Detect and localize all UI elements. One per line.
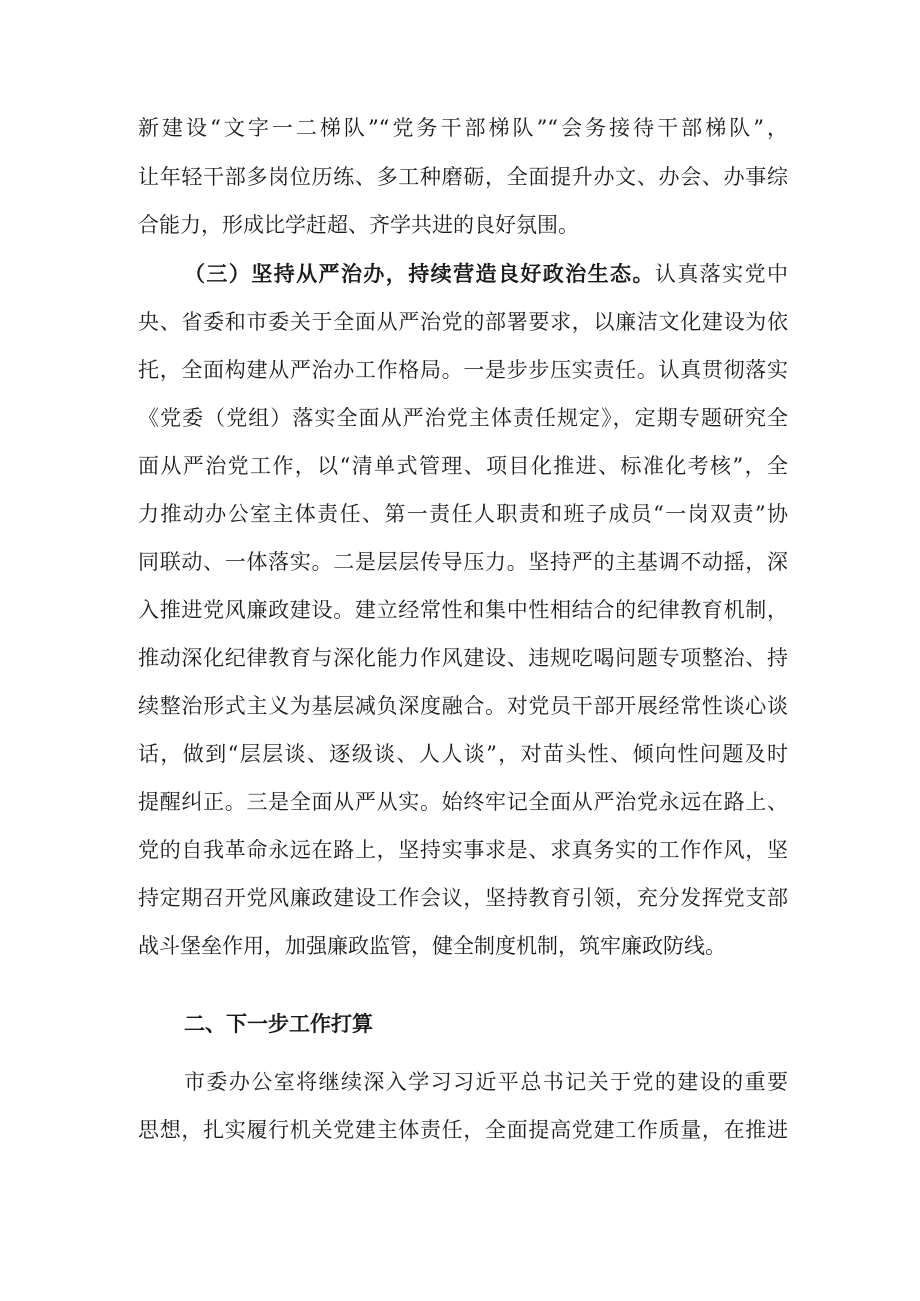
- paragraph-2-bold-lead: （三）坚持从严治办，持续营造良好政治生态。: [184, 261, 655, 286]
- paragraph-2-line-15: 战斗堡垒作用，加强廉政监管，健全制度机制，筑牢廉政防线。: [138, 934, 726, 958]
- paragraph-2-line-4: 《党委（党组）落实全面从严治党主体责任规定》，定期专题研究全: [138, 406, 788, 430]
- paragraph-3-line-2: 思想，扎实履行机关党建主体责任，全面提高党建工作质量，在推进: [138, 1118, 788, 1142]
- paragraph-2-line-9: 推动深化纪律教育与深化能力作风建设、违规吃喝问题专项整治、持: [138, 646, 788, 670]
- paragraph-2-line-13: 党的自我革命永远在路上，坚持实事求是、求真务实的工作作风，坚: [138, 838, 788, 862]
- paragraph-2-line-14: 持定期召开党风廉政建设工作会议，坚持教育引领，充分发挥党支部: [138, 886, 788, 910]
- paragraph-2-line-1: [184, 254, 788, 294]
- section-heading: 二、下一步工作打算: [184, 1012, 373, 1036]
- paragraph-2-line-6: 力推动办公室主体责任、第一责任人职责和班子成员“一岗双责”协: [138, 502, 788, 526]
- paragraph-2-line-3: 托，全面构建从严治办工作格局。一是步步压实责任。认真贯彻落实: [138, 358, 788, 382]
- paragraph-2-line-5: 面从严治党工作，以“清单式管理、项目化推进、标准化考核”，全: [138, 454, 788, 478]
- paragraph-2-line-10: 续整治形式主义为基层减负深度融合。对党员干部开展经常性谈心谈: [138, 694, 788, 718]
- paragraph-2-lead-rest: 认真落实党中: [654, 262, 789, 286]
- paragraph-2-line-8: 入推进党风廉政建设。建立经常性和集中性相结合的纪律教育机制，: [138, 598, 788, 622]
- paragraph-1-line-3: 合能力，形成比学赶超、齐学共进的良好氛围。: [138, 213, 579, 237]
- paragraph-1-line-1: 新建设“文字一二梯队”“党务干部梯队”“会务接待干部梯队”，: [138, 116, 788, 140]
- paragraph-2-line-7: 同联动、一体落实。二是层层传导压力。坚持严的主基调不动摇，深: [138, 550, 788, 574]
- paragraph-2-line-2: 央、省委和市委关于全面从严治党的部署要求，以廉洁文化建设为依: [138, 310, 788, 334]
- paragraph-2-line-11: 话，做到“层层谈、逐级谈、人人谈”，对苗头性、倾向性问题及时: [138, 742, 788, 766]
- paragraph-3-line-1: 市委办公室将继续深入学习习近平总书记关于党的建设的重要: [184, 1070, 788, 1094]
- paragraph-1-line-2: 让年轻干部多岗位历练、多工种磨砺，全面提升办文、办会、办事综: [138, 165, 788, 189]
- paragraph-2-line-12: 提醒纠正。三是全面从严从实。始终牢记全面从严治党永远在路上、: [138, 790, 788, 814]
